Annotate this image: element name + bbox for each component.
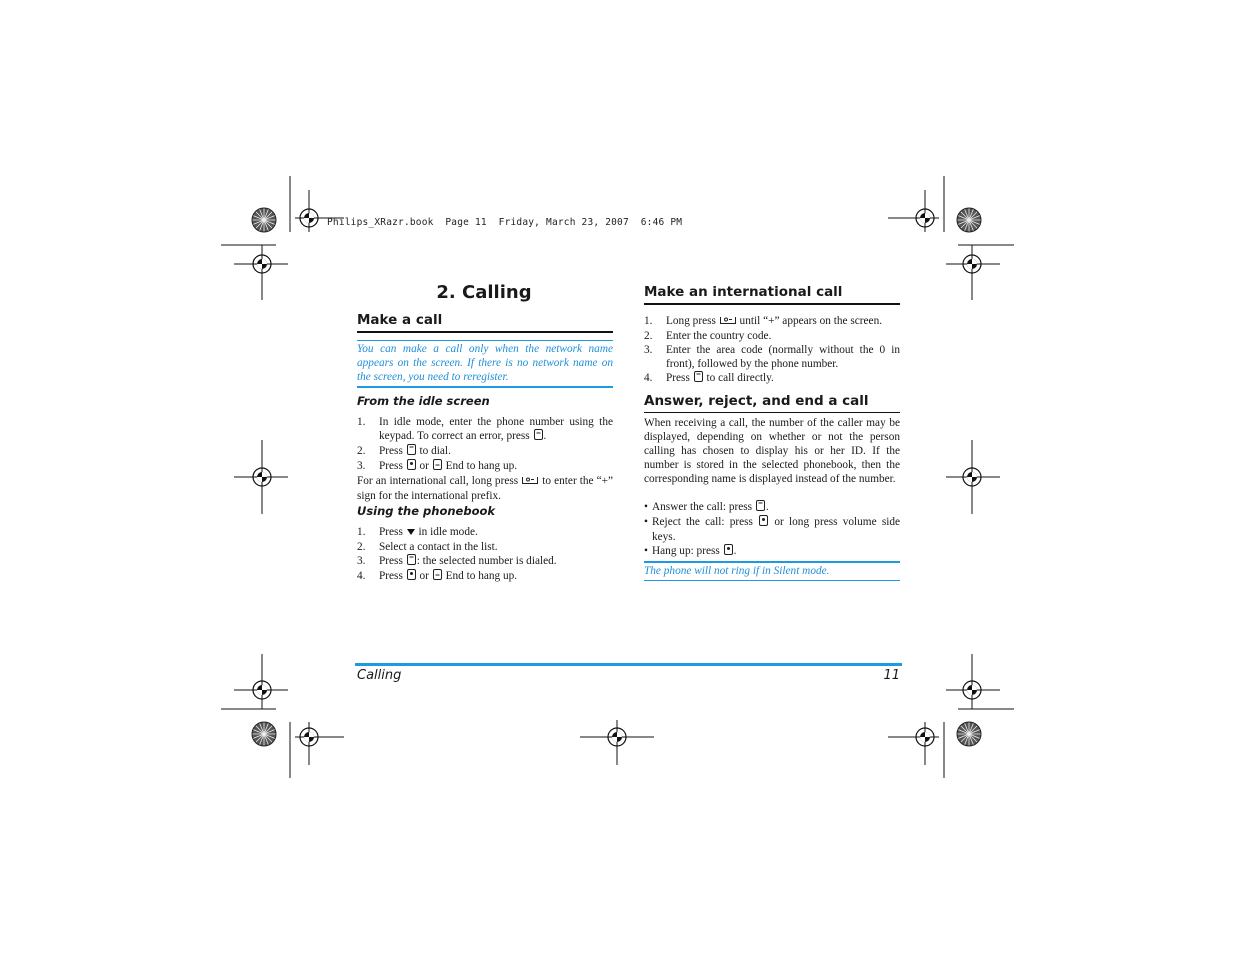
list-item: • Answer the call: press .	[644, 500, 900, 515]
hangup-key-icon	[407, 459, 416, 474]
hangup-key-icon	[759, 515, 768, 530]
hangup-key-icon	[724, 544, 733, 559]
section-rule	[357, 331, 613, 333]
answer-bullets	[644, 500, 900, 559]
clear-key-icon	[534, 429, 543, 444]
zero-plus-key-icon	[522, 475, 538, 489]
list-item: 2. Press to dial.	[357, 445, 451, 457]
section-title-international: Make an international call	[644, 284, 843, 300]
list-item: • Reject the call: press or long press volume side keys.	[644, 515, 900, 544]
silent-note: The phone will not ring if in Silent mode.	[644, 565, 830, 577]
section-title-make-a-call: Make a call	[357, 312, 443, 328]
zero-plus-key-icon	[720, 315, 736, 329]
chapter-title: 2. Calling	[436, 282, 532, 303]
phonebook-steps	[357, 525, 613, 584]
call-key-icon	[407, 444, 416, 459]
list-item: 1. Press in idle mode.	[357, 526, 478, 538]
section-rule	[644, 303, 900, 305]
list-item: 3. Enter the area code (normally without the 0 in front), followed by the phone number.	[644, 344, 900, 370]
clear-key-icon	[433, 459, 442, 474]
list-item: • Hang up: press .	[644, 544, 900, 559]
clear-key-icon	[433, 569, 442, 584]
note-rule-top	[644, 561, 900, 563]
call-key-icon	[407, 554, 416, 569]
down-arrow-icon	[407, 526, 415, 540]
list-item: 4. Press or End to hang up.	[357, 570, 518, 582]
intl-prefix-paragraph: For an international call, long press to enter the “+” sign for the international prefix.	[357, 475, 614, 502]
print-slug: Philips_XRazr.book Page 11 Friday, March 23, 2007 6:46 PM	[327, 217, 683, 228]
note-rule-bottom	[644, 580, 900, 581]
list-item: 3. Press : the selected number is dialed.	[357, 555, 557, 567]
list-item: 1. In idle mode, enter the phone number using the keypad. To correct an error, press .	[357, 416, 613, 442]
subheading-idle-screen: From the idle screen	[357, 394, 490, 408]
subheading-phonebook: Using the phonebook	[357, 504, 496, 518]
section-rule	[644, 412, 900, 413]
footer-rule	[355, 663, 902, 666]
hangup-key-icon	[407, 569, 416, 584]
call-key-icon	[694, 371, 703, 386]
call-key-icon	[756, 500, 765, 515]
list-item: 1. Long press until “+” appears on the screen.	[644, 315, 883, 327]
list-item: 2. Enter the country code.	[644, 330, 772, 342]
footer-section: Calling	[357, 668, 402, 683]
page-number: 11	[883, 668, 900, 683]
list-item: 4. Press to call directly.	[644, 372, 774, 384]
intl-steps	[644, 314, 900, 386]
note-rule-bottom	[357, 386, 613, 388]
answer-paragraph: When receiving a call, the number of the caller may be displayed, depending on whether or not the person calling has chosen to display his or her ID. If the number is stored in the selected phonebook, then the corresponding name is displayed instead of the number.	[644, 417, 900, 485]
list-item: 2. Select a contact in the list.	[357, 541, 498, 553]
list-item: 3. Press or End to hang up.	[357, 460, 518, 472]
section-title-answer: Answer, reject, and end a call	[644, 393, 869, 409]
idle-steps	[357, 415, 613, 503]
network-note: You can make a call only when the network name appears on the screen. If there is no network name on the screen, you need to reregister.	[357, 343, 613, 383]
note-rule-top	[357, 340, 613, 341]
